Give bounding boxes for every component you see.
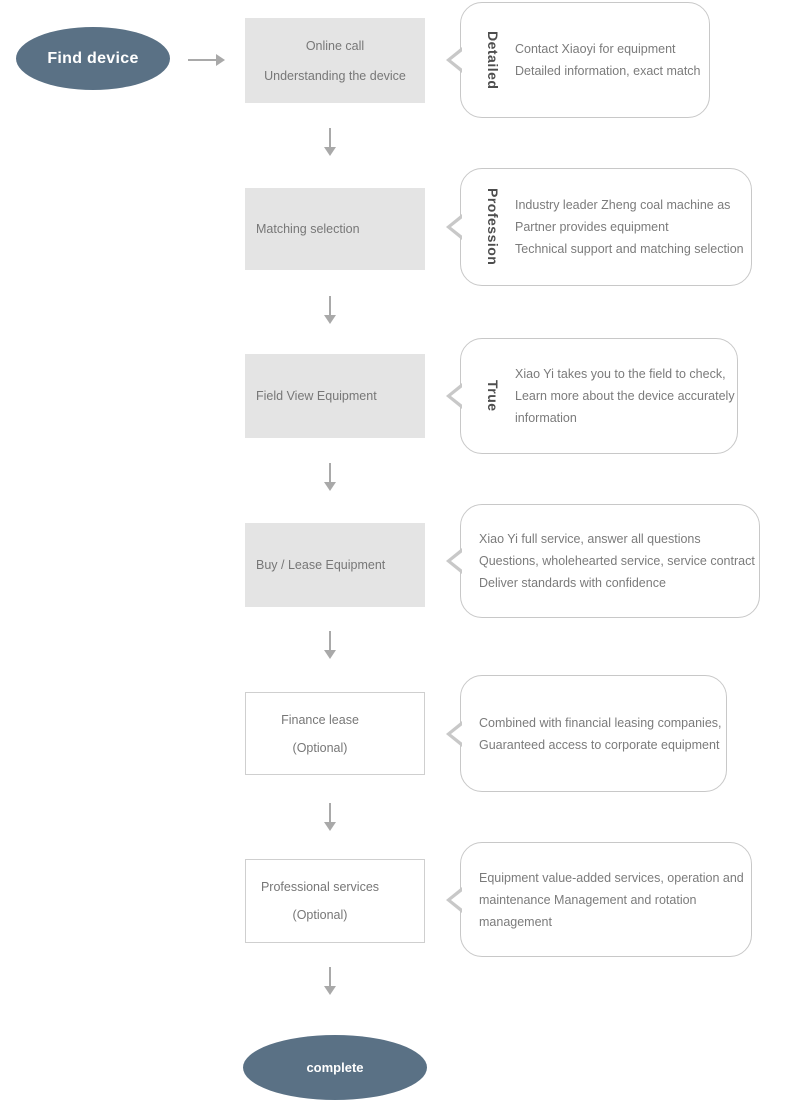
step-box-buy-lease — [245, 523, 425, 607]
arrow-stem — [329, 463, 331, 482]
arrow-stem — [329, 128, 331, 147]
step-box-matching-selection — [245, 188, 425, 270]
callout-line: Guaranteed access to corporate equipment — [479, 737, 720, 752]
callout-line: Detailed information, exact match — [515, 64, 701, 78]
callout-line: Deliver standards with confidence — [479, 576, 666, 590]
end-node-label: complete — [306, 1060, 364, 1075]
callout-text — [515, 38, 701, 82]
arrow-stem — [188, 59, 216, 61]
callout-line: Equipment value-added services, operation and — [479, 870, 744, 885]
box-label: (Optional) — [292, 908, 348, 922]
box-label: Buy / Lease Equipment — [256, 558, 386, 572]
callout-text — [515, 194, 744, 260]
arrow-stem — [329, 631, 331, 650]
arrow-head — [216, 54, 225, 66]
callout-full-service — [460, 504, 760, 618]
step-box-field-view — [245, 354, 425, 438]
callout-line: information — [515, 411, 577, 425]
callout-text — [479, 867, 744, 933]
arrow-down-icon — [324, 128, 336, 156]
arrow-right-icon — [188, 54, 226, 66]
end-node — [243, 1035, 427, 1100]
arrow-down-icon — [324, 296, 336, 324]
callout-tag: Profession — [485, 188, 501, 266]
box-label: Online call — [305, 38, 365, 53]
arrow-head — [324, 650, 336, 659]
arrow-head — [324, 822, 336, 831]
callout-profession — [460, 168, 752, 286]
arrow-head — [324, 315, 336, 324]
callout-finance — [460, 675, 727, 792]
step-box-professional-services — [245, 859, 425, 943]
box-label: Field View Equipment — [256, 389, 377, 403]
step-box-online-call — [245, 18, 425, 103]
callout-true — [460, 338, 738, 454]
arrow-down-icon — [324, 967, 336, 995]
callout-text — [515, 363, 735, 429]
arrow-down-icon — [324, 631, 336, 659]
callout-value-added — [460, 842, 752, 957]
callout-text — [479, 712, 722, 756]
arrow-stem — [329, 296, 331, 315]
box-label: Understanding the device — [264, 68, 406, 83]
callout-line: maintenance Management and rotation — [479, 892, 697, 907]
callout-line: Learn more about the device accurately — [515, 389, 735, 403]
arrow-stem — [329, 967, 331, 986]
box-label: (Optional) — [292, 740, 348, 755]
box-label: Matching selection — [256, 222, 360, 236]
arrow-head — [324, 986, 336, 995]
start-node-label: Find device — [47, 49, 139, 67]
arrow-down-icon — [324, 803, 336, 831]
callout-line: Questions, wholehearted service, service contract — [479, 554, 755, 568]
callout-line: Combined with financial leasing companies, — [479, 715, 722, 730]
arrow-down-icon — [324, 463, 336, 491]
arrow-head — [324, 147, 336, 156]
box-label: Finance lease — [281, 712, 359, 727]
callout-detailed — [460, 2, 710, 118]
step-box-finance-lease — [245, 692, 425, 775]
arrow-stem — [329, 803, 331, 822]
box-label: Professional services — [260, 880, 380, 894]
callout-line: Contact Xiaoyi for equipment — [515, 42, 676, 56]
arrow-head — [324, 482, 336, 491]
callout-line: management — [479, 914, 552, 929]
callout-line: Xiao Yi full service, answer all questions — [479, 532, 701, 546]
callout-tag: Detailed — [485, 30, 501, 90]
start-node — [16, 27, 170, 90]
callout-line: Technical support and matching selection — [515, 242, 744, 256]
callout-line: Partner provides equipment — [515, 220, 669, 234]
callout-text — [479, 528, 755, 594]
callout-line: Industry leader Zheng coal machine as — [515, 198, 731, 212]
callout-tag: True — [485, 380, 501, 412]
callout-line: Xiao Yi takes you to the field to check, — [515, 367, 726, 381]
